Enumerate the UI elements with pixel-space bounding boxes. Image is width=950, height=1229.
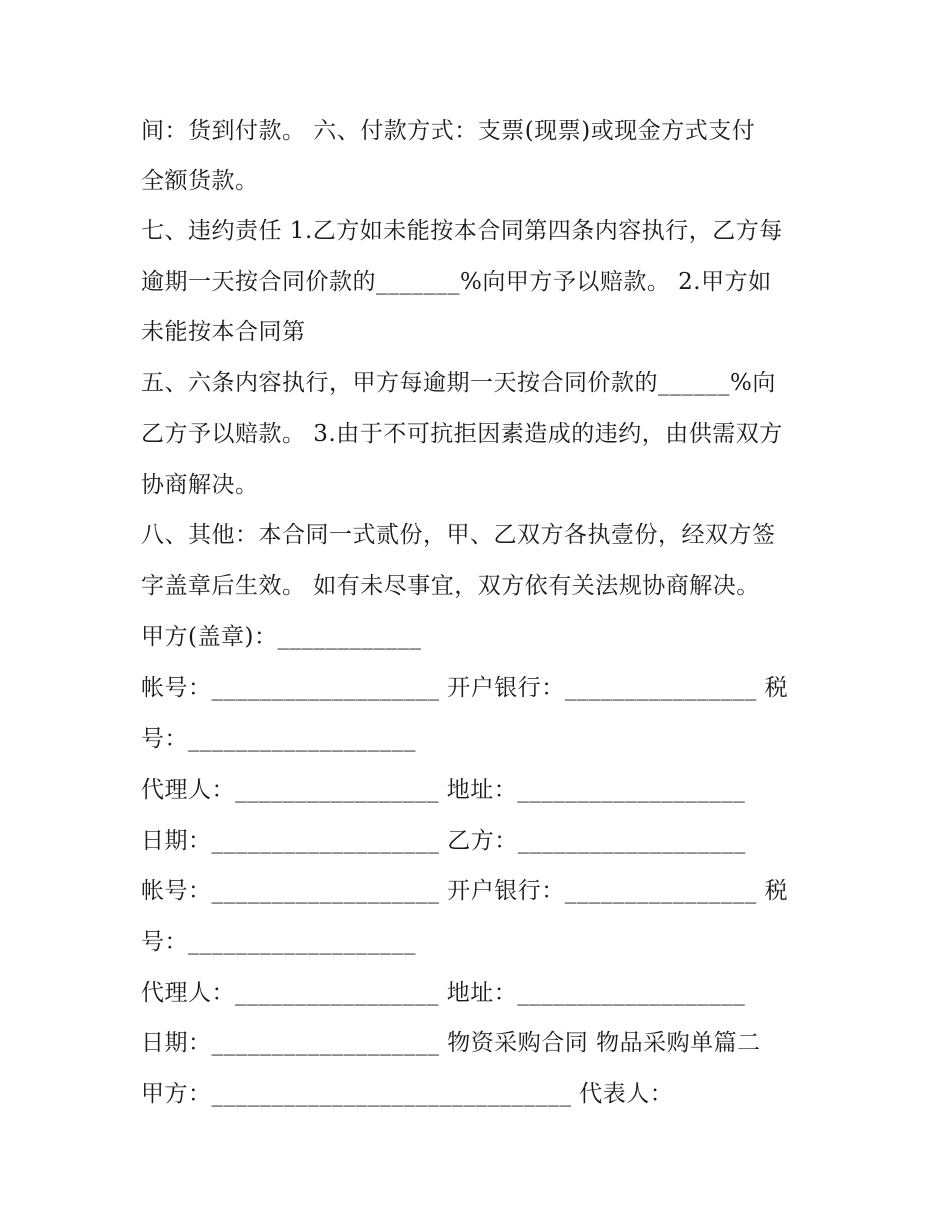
signature-field-line: 代理人：_________________ 地址：___________________ (141, 980, 746, 1006)
signature-field-line: 帐号：___________________ 开户银行：________________ 税 (141, 675, 789, 701)
text-line: 未能按本合同第 (141, 319, 306, 345)
signature-field-line: 甲方(盖章)：____________ (141, 624, 422, 650)
signature-field-line: 号：___________________ (141, 726, 416, 752)
text-line: 间：货到付款。 六、付款方式：支票(现票)或现金方式支付 (141, 118, 756, 144)
text-line: 协商解决。 (141, 472, 259, 498)
signature-field-line: 甲方：______________________________ 代表人： (141, 1081, 674, 1107)
signature-field-line: 日期：___________________ 物资采购合同 物品采购单篇二 (141, 1030, 761, 1056)
signature-field-line: 帐号：___________________ 开户银行：________________ 税 (141, 878, 789, 904)
text-line: 字盖章后生效。 如有未尽事宜，双方依有关法规协商解决。 (141, 573, 760, 599)
text-line: 八、其他：本合同一式贰份，甲、乙双方各执壹份，经双方签 (141, 522, 776, 548)
text-line: 七、违约责任 1.乙方如未能按本合同第四条内容执行，乙方每 (141, 218, 783, 244)
text-line: 全额货款。 (141, 168, 259, 194)
signature-field-line: 代理人：_________________ 地址：___________________ (141, 777, 746, 803)
signature-field-line: 号：___________________ (141, 929, 416, 955)
text-line: 逾期一天按合同价款的_______%向甲方予以赔款。 2.甲方如 (141, 269, 772, 295)
signature-field-line: 日期：___________________ 乙方：___________________ (141, 828, 746, 854)
text-line: 五、六条内容执行，甲方每逾期一天按合同价款的______%向 (141, 370, 776, 396)
text-line: 乙方予以赔款。 3.由于不可抗拒因素造成的违约，由供需双方 (141, 421, 783, 447)
